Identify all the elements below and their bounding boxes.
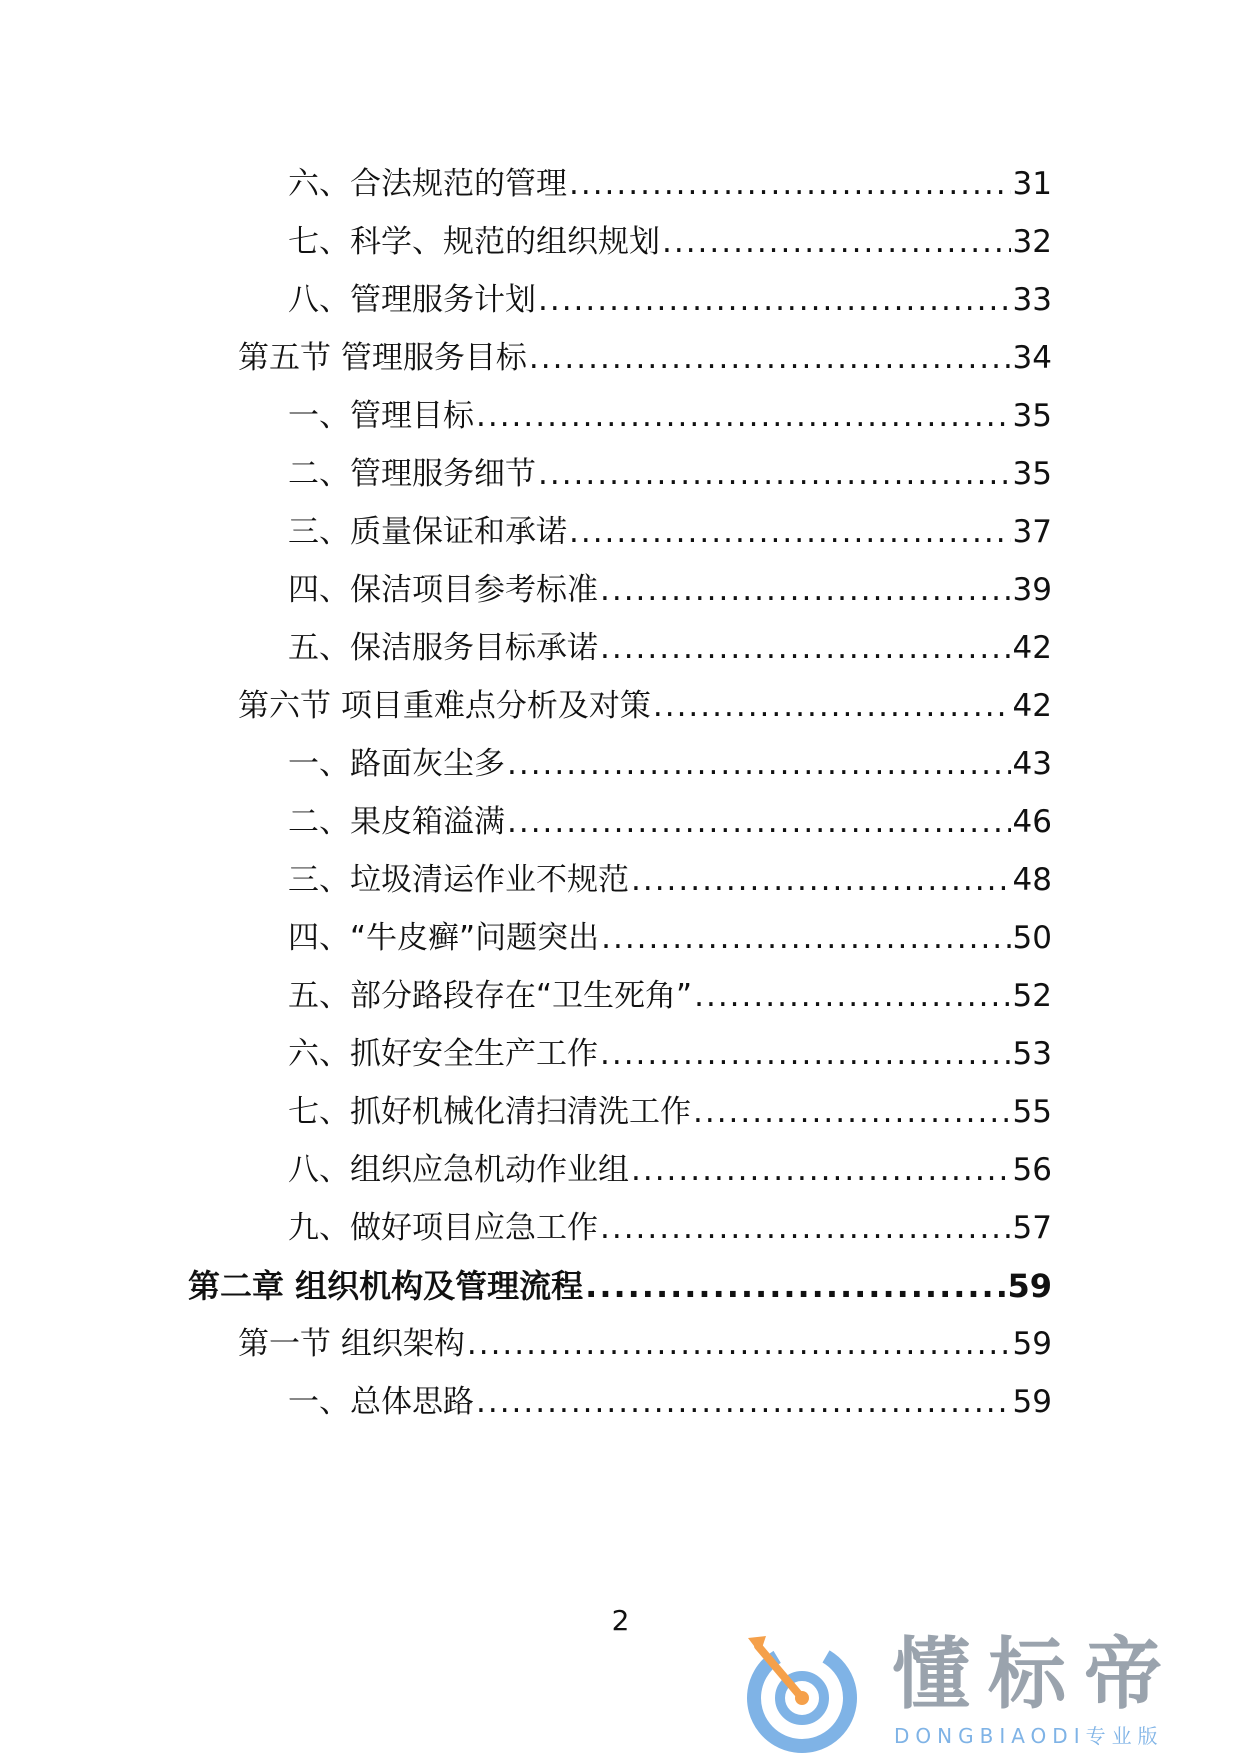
toc-entry-label: 八、组织应急机动作业组 bbox=[288, 1152, 629, 1188]
toc-entry-label: 五、保洁服务目标承诺 bbox=[288, 630, 598, 666]
toc-dot-leader bbox=[694, 976, 1010, 1016]
page-number: 2 bbox=[611, 1604, 630, 1637]
toc-entry-label: 一、管理目标 bbox=[288, 398, 474, 434]
toc-entry[interactable] bbox=[288, 508, 1052, 552]
toc-entry-page: 52 bbox=[1012, 978, 1052, 1014]
toc-entry[interactable] bbox=[288, 972, 1052, 1016]
toc-entry-page: 42 bbox=[1012, 630, 1052, 666]
toc-dot-leader bbox=[538, 454, 1011, 494]
toc-entry[interactable] bbox=[188, 1262, 1052, 1306]
toc-entry[interactable] bbox=[288, 856, 1052, 900]
toc-entry[interactable] bbox=[288, 624, 1052, 668]
toc-entry-label: 七、抓好机械化清扫清洗工作 bbox=[288, 1094, 691, 1130]
toc-dot-leader bbox=[600, 628, 1011, 668]
toc-entry-page: 34 bbox=[1012, 340, 1052, 376]
toc-dot-leader bbox=[529, 338, 1011, 378]
toc-entry[interactable] bbox=[288, 566, 1052, 610]
toc-entry[interactable] bbox=[238, 334, 1052, 378]
toc-entry[interactable] bbox=[288, 1146, 1052, 1190]
toc-entry-label: 二、管理服务细节 bbox=[288, 456, 536, 492]
toc-entry-page: 59 bbox=[1012, 1384, 1052, 1420]
toc-entry-label: 八、管理服务计划 bbox=[288, 282, 536, 318]
toc-entry[interactable] bbox=[238, 1320, 1052, 1364]
target-logo-icon bbox=[744, 1628, 874, 1754]
toc-dot-leader bbox=[585, 1266, 1005, 1306]
toc-entry-label: 一、路面灰尘多 bbox=[288, 746, 505, 782]
toc-entry[interactable] bbox=[288, 276, 1052, 320]
toc-entry-page: 43 bbox=[1012, 746, 1052, 782]
toc-entry-label: 六、合法规范的管理 bbox=[288, 166, 567, 202]
toc-entry-label: 九、做好项目应急工作 bbox=[288, 1210, 598, 1246]
toc-entry[interactable] bbox=[288, 450, 1052, 494]
toc-dot-leader bbox=[476, 1382, 1011, 1422]
toc-entry-label: 第五节 管理服务目标 bbox=[238, 340, 527, 376]
toc-entry-page: 31 bbox=[1012, 166, 1052, 202]
toc-entry-page: 42 bbox=[1012, 688, 1052, 724]
toc-dot-leader bbox=[600, 570, 1011, 610]
toc-entry-label: 三、垃圾清运作业不规范 bbox=[288, 862, 629, 898]
watermark bbox=[744, 1628, 1224, 1748]
toc-entry-page: 56 bbox=[1012, 1152, 1052, 1188]
toc-dot-leader bbox=[662, 222, 1011, 262]
toc-entry-page: 50 bbox=[1012, 920, 1052, 956]
toc-entry[interactable] bbox=[288, 798, 1052, 842]
toc-entry[interactable] bbox=[288, 1030, 1052, 1074]
toc-entry-label: 第六节 项目重难点分析及对策 bbox=[238, 688, 651, 724]
toc-entry[interactable] bbox=[288, 1378, 1052, 1422]
toc-entry[interactable] bbox=[288, 1088, 1052, 1132]
toc-entry-page: 57 bbox=[1012, 1210, 1052, 1246]
toc-dot-leader bbox=[569, 164, 1011, 204]
toc-dot-leader bbox=[507, 802, 1011, 842]
toc-dot-leader bbox=[507, 744, 1011, 784]
toc-entry-label: 五、部分路段存在“卫生死角” bbox=[288, 978, 693, 1014]
toc-dot-leader bbox=[693, 1092, 1011, 1132]
toc-entry-page: 46 bbox=[1012, 804, 1052, 840]
toc-dot-leader bbox=[653, 686, 1011, 726]
toc-entry-page: 59 bbox=[1007, 1267, 1052, 1305]
toc-entry-label: 三、质量保证和承诺 bbox=[288, 514, 567, 550]
toc-entry[interactable] bbox=[288, 218, 1052, 262]
toc-dot-leader bbox=[538, 280, 1011, 320]
toc-entry-label: 六、抓好安全生产工作 bbox=[288, 1036, 598, 1072]
toc-entry-page: 59 bbox=[1012, 1326, 1052, 1362]
toc-entry-label: 一、总体思路 bbox=[288, 1384, 474, 1420]
toc-entry-page: 48 bbox=[1012, 862, 1052, 898]
toc-dot-leader bbox=[600, 1208, 1011, 1248]
toc-dot-leader bbox=[601, 918, 1010, 958]
toc-entry-page: 37 bbox=[1012, 514, 1052, 550]
toc-entry[interactable] bbox=[288, 740, 1052, 784]
toc-entry-page: 53 bbox=[1012, 1036, 1052, 1072]
toc-entry-page: 55 bbox=[1012, 1094, 1052, 1130]
toc-dot-leader bbox=[467, 1324, 1011, 1364]
toc-entry-label: 二、果皮箱溢满 bbox=[288, 804, 505, 840]
toc-entry[interactable] bbox=[288, 160, 1052, 204]
toc-entry-label: 第二章 组织机构及管理流程 bbox=[188, 1267, 584, 1305]
toc-entry[interactable] bbox=[288, 914, 1052, 958]
toc-entry-label: 七、科学、规范的组织规划 bbox=[288, 224, 660, 260]
toc-entry-page: 33 bbox=[1012, 282, 1052, 318]
toc-entry-label: 四、保洁项目参考标准 bbox=[288, 572, 598, 608]
toc-dot-leader bbox=[476, 396, 1011, 436]
toc-entry-page: 39 bbox=[1012, 572, 1052, 608]
toc-entry[interactable] bbox=[288, 392, 1052, 436]
toc-entry-page: 35 bbox=[1012, 456, 1052, 492]
toc-entry-label: 四、“牛皮癣”问题突出 bbox=[288, 920, 600, 956]
toc-entry-label: 第一节 组织架构 bbox=[238, 1326, 465, 1362]
toc-entry-page: 35 bbox=[1012, 398, 1052, 434]
watermark-subtitle: DONGBIAODI专业版 bbox=[894, 1724, 1164, 1748]
watermark-brand-name: 懂标帝 bbox=[892, 1630, 1181, 1720]
toc-entry[interactable] bbox=[238, 682, 1052, 726]
toc-entry-page: 32 bbox=[1012, 224, 1052, 260]
toc-dot-leader bbox=[631, 860, 1011, 900]
toc-dot-leader bbox=[569, 512, 1011, 552]
toc-dot-leader bbox=[600, 1034, 1011, 1074]
toc-entry[interactable] bbox=[288, 1204, 1052, 1248]
toc-dot-leader bbox=[631, 1150, 1011, 1190]
